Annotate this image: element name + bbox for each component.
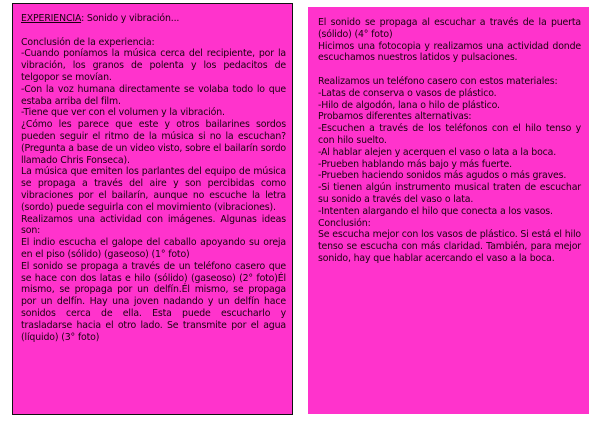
experience-title: EXPERIENCIA: Sonido y vibración... [21,13,180,24]
paragraph: ¿Cómo les parece que este y otros bailarines sordos pueden seguir el ritmo de la música si no la escuchan? (Pregunta a base de un video visto, sobre el bailarín sordo llamado Chris Fonseca). [21,119,286,166]
list-item: -Al hablar alejen y acerquen el vaso o lata a la boca. [318,146,557,158]
paragraph: Se escucha mejor con los vasos de plástico. Si está el hilo tenso se escucha con más claridad. También, para mejor sonido, hay que hablar acercando el vaso a la boca. [318,229,581,264]
list-item: -Intenten alargando el hilo que conecta a los vasos. [318,205,553,217]
materials-heading: Realizamos un teléfono casero con estos materiales: [318,75,558,87]
list-item: -Hilo de algodón, lana o hilo de plástico. [318,99,500,111]
paragraph: El sonido se propaga a través de un teléfono casero que se hace con dos latas e hilo (sólido) (gaseoso) (2° foto)Él mismo, se propaga por un delfín.Él mismo, se propaga por un delfín. Hay una joven nadando y un delfín hace sonidos cerca de ella. Esta puede escucharlo y trasladarse hacia el otro lado. Se transmite por el agua (líquido) (3° foto) [21,260,286,343]
list-item: -Escuchen a través de los teléfonos con el hilo tenso y con hilo suelto. [318,123,581,146]
left-text-panel [12,3,293,415]
list-item: -Prueben haciendo sonidos más agudos o más graves. [318,170,567,182]
conclusion-heading: Conclusión de la experiencia: [21,36,155,48]
paragraph: Hicimos una fotocopia y realizamos una actividad donde escuchamos nuestros latidos y pulsaciones. [318,40,581,64]
paragraph: -Cuando poníamos la música cerca del recipiente, por la vibración, los granos de polenta y los pedacitos de telgopor se movían. [21,48,286,83]
list-item: -Prueben hablando más bajo y más fuerte. [318,158,512,170]
alternatives-heading: Probamos diferentes alternativas: [318,111,472,123]
paragraph: -Tiene que ver con el volumen y la vibración. [21,107,225,119]
paragraph: Realizamos una actividad con imágenes. Algunas ideas son: [21,213,286,237]
paragraph: El indio escucha el galope del caballo apoyando su oreja en el piso (sólido) (gaseoso) (1° foto) [21,237,286,260]
paragraph: El sonido se propaga al escuchar a través de la puerta (sólido) (4° foto) [318,17,581,40]
right-text-panel [308,7,589,414]
list-item: -Latas de conserva o vasos de plástico. [318,87,497,99]
list-item: -Si tienen algún instrumento musical traten de escuchar su sonido a través del vaso o lata. [318,182,581,205]
paragraph: -Con la voz humana directamente se volaba todo lo que estaba arriba del film. [21,83,286,107]
conclusion-heading: Conclusión: [318,217,371,229]
paragraph: La música que emiten los parlantes del equipo de música se propaga a través del aire y son percibidas como vibraciones por el bailarín, aunque no escuche la letra (sordo) puede seguirla con el movimiento (vibraciones). [21,166,286,213]
